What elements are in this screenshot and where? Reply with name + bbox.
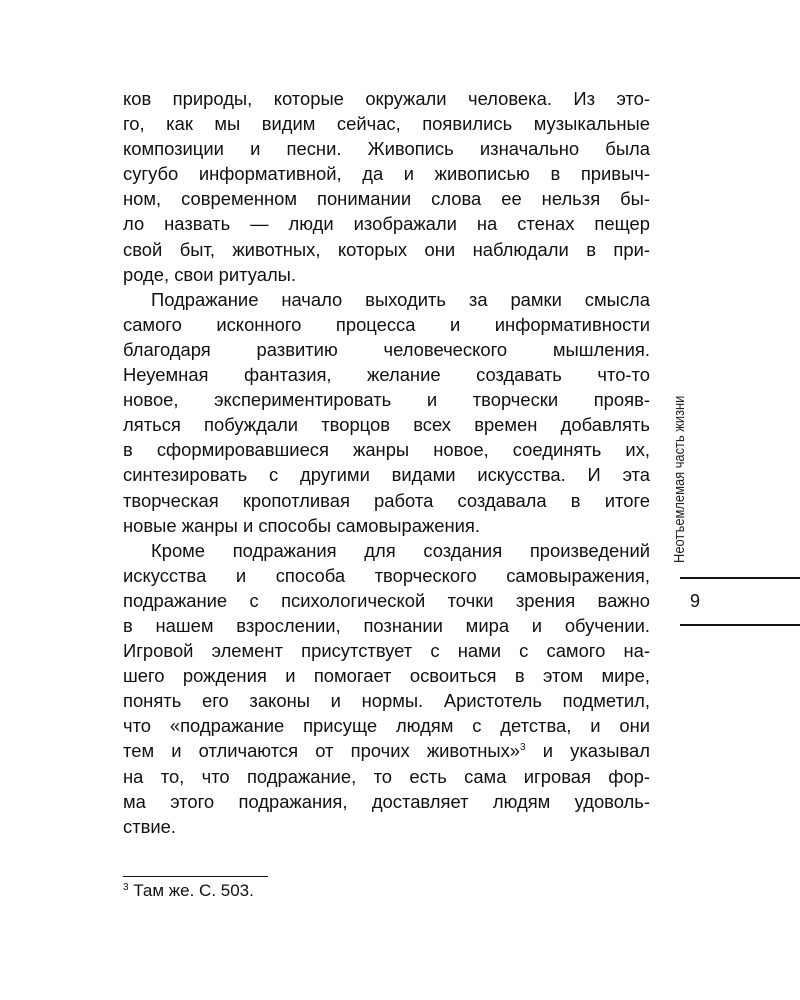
page-number-rule-bottom (680, 624, 800, 626)
page-number-rule-top (680, 577, 800, 579)
footnote (123, 880, 254, 902)
text-line: Кроме подражания для создания произведений (151, 539, 650, 561)
text-line: благодаря развитию человеческого мышления. (123, 338, 650, 360)
text-line: ляться побуждали творцов всех времен добавлять (123, 414, 650, 436)
text-line: что «подражание присуще людям с детства, и они (123, 715, 650, 737)
text-line: подражание с психологической точки зрения важно (123, 589, 650, 611)
text-line: сугубо информативной, да и живописью в привыч- (123, 163, 650, 185)
text-line: го, как мы видим сейчас, появились музыкальные (123, 113, 650, 135)
text-line: новое, экспериментировать и творчески прояв- (123, 389, 650, 411)
text-line: композиции и песни. Живопись изначально была (123, 138, 650, 160)
footnote-mark: 3 (123, 882, 129, 893)
text-line: в сформировавшиеся жанры новое, соединять их, (123, 439, 650, 461)
text-line: новые жанры и способы самовыражения. (123, 514, 480, 536)
text-line: ков природы, которые окружали человека. Из это- (123, 88, 650, 109)
running-title: Неотъемлемая часть жизни (671, 395, 688, 563)
text-line: ствие. (123, 815, 176, 837)
text-line: ло назвать — люди изображали на стенах пещер (123, 213, 650, 235)
footnote-divider (123, 876, 268, 877)
text-line: в нашем взрослении, познании мира и обучении. (123, 614, 650, 636)
footnote-text: Там же. С. 503. (128, 881, 254, 900)
text-line: самого исконного процесса и информативности (123, 313, 650, 335)
main-text (123, 86, 650, 839)
text-line: Игровой элемент присутствует с нами с самого на- (123, 640, 650, 662)
page-number: 9 (690, 591, 701, 611)
text-line: понять его законы и нормы. Аристотель подметил, (123, 690, 650, 712)
text-line: ма этого подражания, доставляет людям удоволь- (123, 790, 650, 812)
text-line-with-footnote-ref (123, 738, 650, 763)
text-line: Неуемная фантазия, желание создавать что-то (123, 364, 650, 386)
text-line: свой быт, животных, которых они наблюдали в при- (123, 238, 650, 260)
text-fragment: и указывал (525, 740, 650, 762)
text-line: ном, современном понимании слова ее нельзя бы- (123, 188, 650, 210)
text-fragment: тем и отличаются от прочих животных» (123, 740, 521, 762)
text-line: шего рождения и помогает освоиться в этом мире, (123, 665, 650, 687)
text-line: синтезировать с другими видами искусства. И эта (123, 464, 650, 486)
text-line: Подражание начало выходить за рамки смысла (151, 288, 650, 310)
text-line: на то, что подражание, то есть сама игровая фор- (123, 765, 650, 787)
text-line: искусства и способа творческого самовыражения, (123, 564, 650, 586)
text-line: творческая кропотливая работа создавала в итоге (123, 489, 650, 511)
footnote-reference: 3 (520, 742, 526, 754)
text-line: роде, свои ритуалы. (123, 263, 297, 285)
